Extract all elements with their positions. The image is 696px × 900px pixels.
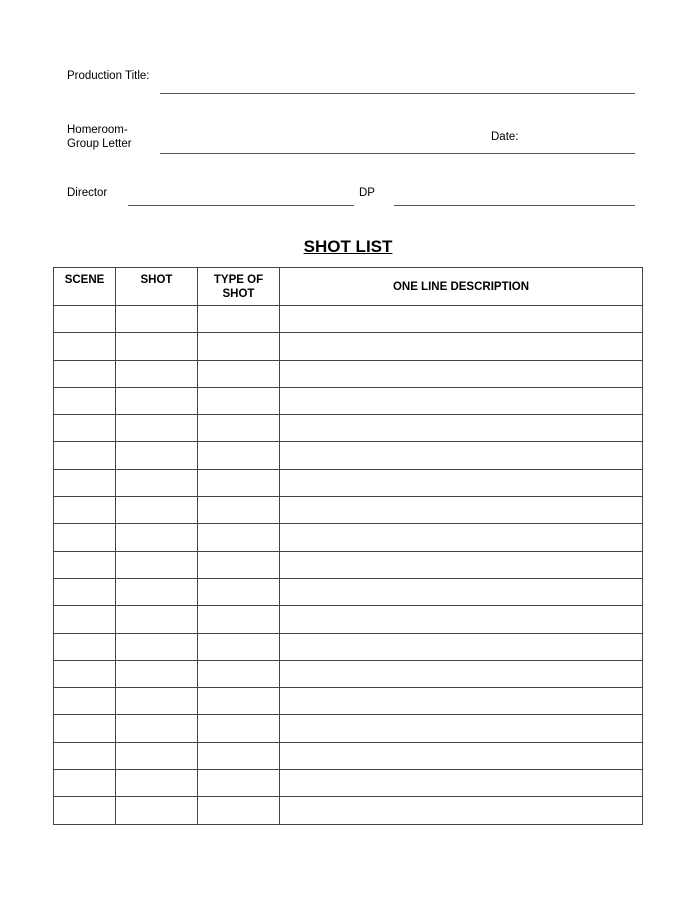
- date-label: Date:: [491, 131, 519, 143]
- shot-cell[interactable]: [116, 551, 198, 578]
- description-cell[interactable]: [280, 497, 643, 524]
- description-cell[interactable]: [280, 360, 643, 387]
- table-row: [54, 469, 643, 496]
- shot-cell[interactable]: [116, 442, 198, 469]
- production-title-line[interactable]: [160, 93, 635, 94]
- scene-cell[interactable]: [54, 551, 116, 578]
- description-cell[interactable]: [280, 660, 643, 687]
- shot-cell[interactable]: [116, 415, 198, 442]
- shot-cell[interactable]: [116, 633, 198, 660]
- type-of-shot-cell[interactable]: [198, 360, 280, 387]
- description-cell[interactable]: [280, 633, 643, 660]
- table-row: [54, 415, 643, 442]
- table-row: [54, 360, 643, 387]
- header-type-of-shot: TYPE OF SHOT: [198, 268, 280, 306]
- scene-cell[interactable]: [54, 715, 116, 742]
- table-row: [54, 742, 643, 769]
- description-cell[interactable]: [280, 715, 643, 742]
- table-row: [54, 660, 643, 687]
- scene-cell[interactable]: [54, 578, 116, 605]
- type-of-shot-cell[interactable]: [198, 688, 280, 715]
- shot-cell[interactable]: [116, 797, 198, 824]
- shot-cell[interactable]: [116, 497, 198, 524]
- table-row: [54, 578, 643, 605]
- type-of-shot-cell[interactable]: [198, 524, 280, 551]
- description-cell[interactable]: [280, 770, 643, 797]
- type-of-shot-cell[interactable]: [198, 497, 280, 524]
- table-row: [54, 442, 643, 469]
- type-of-shot-cell[interactable]: [198, 633, 280, 660]
- type-of-shot-cell[interactable]: [198, 415, 280, 442]
- scene-cell[interactable]: [54, 688, 116, 715]
- table-row: [54, 770, 643, 797]
- dp-label: DP: [359, 187, 375, 199]
- description-cell[interactable]: [280, 606, 643, 633]
- description-cell[interactable]: [280, 742, 643, 769]
- description-cell[interactable]: [280, 469, 643, 496]
- table-row: [54, 306, 643, 333]
- homeroom-date-line[interactable]: [160, 153, 635, 154]
- header-shot: SHOT: [116, 268, 198, 306]
- director-label: Director: [67, 187, 108, 199]
- shot-cell[interactable]: [116, 742, 198, 769]
- description-cell[interactable]: [280, 442, 643, 469]
- type-of-shot-cell[interactable]: [198, 333, 280, 360]
- scene-cell[interactable]: [54, 469, 116, 496]
- type-of-shot-cell[interactable]: [198, 551, 280, 578]
- shot-cell[interactable]: [116, 469, 198, 496]
- type-of-shot-cell[interactable]: [198, 578, 280, 605]
- page-title: SHOT LIST: [303, 237, 393, 256]
- type-of-shot-cell[interactable]: [198, 606, 280, 633]
- shot-list-table: [53, 267, 643, 825]
- type-of-shot-cell[interactable]: [198, 770, 280, 797]
- type-of-shot-cell[interactable]: [198, 797, 280, 824]
- table-body: [54, 306, 643, 825]
- production-title-label: Production Title:: [67, 70, 150, 82]
- description-cell[interactable]: [280, 797, 643, 824]
- shot-cell[interactable]: [116, 606, 198, 633]
- table-row: [54, 497, 643, 524]
- shot-cell[interactable]: [116, 688, 198, 715]
- description-cell[interactable]: [280, 578, 643, 605]
- description-cell[interactable]: [280, 333, 643, 360]
- shot-cell[interactable]: [116, 360, 198, 387]
- scene-cell[interactable]: [54, 497, 116, 524]
- table-row: [54, 688, 643, 715]
- description-cell[interactable]: [280, 688, 643, 715]
- homeroom-group-label: Homeroom- Group Letter: [67, 124, 132, 150]
- shot-cell[interactable]: [116, 770, 198, 797]
- header-row: [54, 268, 643, 306]
- type-of-shot-cell[interactable]: [198, 387, 280, 414]
- scene-cell[interactable]: [54, 606, 116, 633]
- scene-cell[interactable]: [54, 742, 116, 769]
- description-cell[interactable]: [280, 524, 643, 551]
- dp-line[interactable]: [394, 205, 635, 206]
- type-of-shot-cell[interactable]: [198, 660, 280, 687]
- scene-cell[interactable]: [54, 797, 116, 824]
- table-row: [54, 606, 643, 633]
- shot-cell[interactable]: [116, 578, 198, 605]
- table-row: [54, 551, 643, 578]
- table-row: [54, 524, 643, 551]
- description-cell[interactable]: [280, 415, 643, 442]
- shot-cell[interactable]: [116, 333, 198, 360]
- type-of-shot-cell[interactable]: [198, 742, 280, 769]
- shot-cell[interactable]: [116, 524, 198, 551]
- scene-cell[interactable]: [54, 660, 116, 687]
- scene-cell[interactable]: [54, 306, 116, 333]
- table-row: [54, 387, 643, 414]
- table-row: [54, 715, 643, 742]
- header-scene: SCENE: [54, 268, 116, 306]
- description-cell[interactable]: [280, 387, 643, 414]
- scene-cell[interactable]: [54, 770, 116, 797]
- type-of-shot-cell[interactable]: [198, 715, 280, 742]
- scene-cell[interactable]: [54, 442, 116, 469]
- description-cell[interactable]: [280, 306, 643, 333]
- shot-cell[interactable]: [116, 387, 198, 414]
- shot-cell[interactable]: [116, 660, 198, 687]
- shot-cell[interactable]: [116, 715, 198, 742]
- table-row: [54, 633, 643, 660]
- scene-cell[interactable]: [54, 360, 116, 387]
- scene-cell[interactable]: [54, 333, 116, 360]
- type-of-shot-cell[interactable]: [198, 306, 280, 333]
- type-of-shot-cell[interactable]: [198, 469, 280, 496]
- scene-cell[interactable]: [54, 524, 116, 551]
- scene-cell[interactable]: [54, 415, 116, 442]
- table-row: [54, 797, 643, 824]
- director-line[interactable]: [128, 205, 354, 206]
- description-cell[interactable]: [280, 551, 643, 578]
- shot-cell[interactable]: [116, 306, 198, 333]
- scene-cell[interactable]: [54, 387, 116, 414]
- header-description: ONE LINE DESCRIPTION: [280, 268, 643, 306]
- type-of-shot-cell[interactable]: [198, 442, 280, 469]
- table-row: [54, 333, 643, 360]
- scene-cell[interactable]: [54, 633, 116, 660]
